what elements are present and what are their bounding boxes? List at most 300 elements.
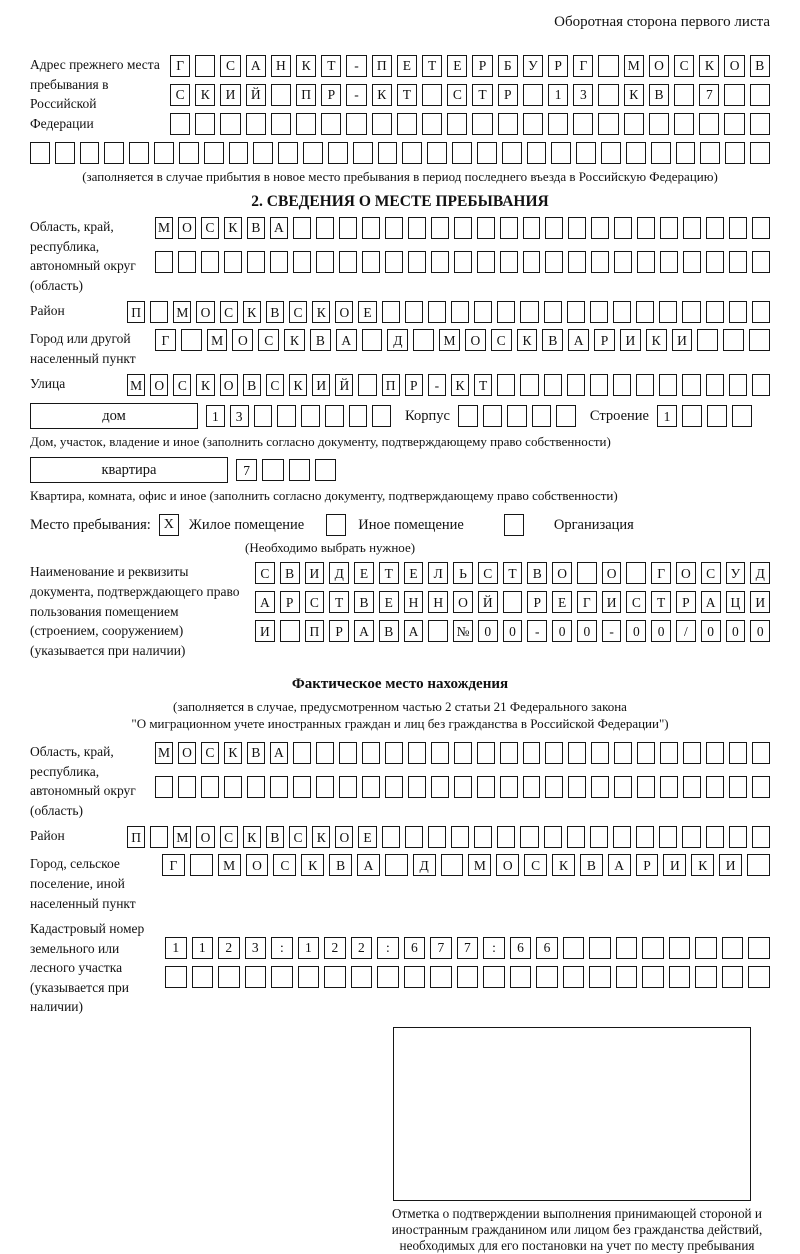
char-box[interactable]: А: [701, 591, 721, 613]
char-box[interactable]: [729, 301, 747, 323]
char-box[interactable]: Р: [594, 329, 615, 351]
char-box[interactable]: В: [247, 217, 265, 239]
char-box[interactable]: [204, 142, 224, 164]
char-box[interactable]: 3: [230, 405, 249, 427]
char-box[interactable]: О: [465, 329, 486, 351]
stroenie-cells[interactable]: [657, 405, 752, 427]
char-box[interactable]: [683, 251, 701, 273]
char-box[interactable]: [201, 251, 219, 273]
char-box[interactable]: [298, 966, 320, 988]
char-box[interactable]: Р: [321, 84, 341, 106]
char-box[interactable]: В: [280, 562, 300, 584]
char-box[interactable]: [729, 251, 747, 273]
char-box[interactable]: [614, 742, 632, 764]
char-box[interactable]: [500, 217, 518, 239]
char-box[interactable]: [724, 113, 744, 135]
char-box[interactable]: Г: [651, 562, 671, 584]
char-box[interactable]: [722, 937, 744, 959]
char-box[interactable]: [349, 405, 368, 427]
char-box[interactable]: Р: [329, 620, 349, 642]
char-box[interactable]: [497, 301, 515, 323]
char-box[interactable]: [270, 776, 288, 798]
char-box[interactable]: [224, 251, 242, 273]
char-box[interactable]: [201, 776, 219, 798]
char-box[interactable]: [351, 966, 373, 988]
char-box[interactable]: [271, 966, 293, 988]
char-box[interactable]: -: [346, 84, 366, 106]
kadastr-row-1[interactable]: [165, 937, 770, 959]
char-box[interactable]: Е: [447, 55, 467, 77]
char-box[interactable]: С: [491, 329, 512, 351]
char-box[interactable]: [427, 142, 447, 164]
char-box[interactable]: [271, 113, 291, 135]
char-box[interactable]: [358, 374, 376, 396]
fact-oblast-row-1[interactable]: [155, 742, 770, 764]
char-box[interactable]: [548, 113, 568, 135]
char-box[interactable]: [732, 405, 752, 427]
char-box[interactable]: [316, 776, 334, 798]
char-box[interactable]: [674, 113, 694, 135]
char-box[interactable]: Т: [472, 84, 492, 106]
char-box[interactable]: [402, 142, 422, 164]
char-box[interactable]: В: [649, 84, 669, 106]
char-box[interactable]: [598, 113, 618, 135]
char-box[interactable]: [498, 113, 518, 135]
char-box[interactable]: И: [312, 374, 330, 396]
char-box[interactable]: [500, 776, 518, 798]
char-box[interactable]: [280, 620, 300, 642]
char-box[interactable]: С: [701, 562, 721, 584]
char-box[interactable]: Н: [404, 591, 424, 613]
char-box[interactable]: С: [255, 562, 275, 584]
char-box[interactable]: [270, 251, 288, 273]
char-box[interactable]: С: [447, 84, 467, 106]
char-box[interactable]: [408, 742, 426, 764]
char-box[interactable]: [729, 826, 747, 848]
char-box[interactable]: [155, 251, 173, 273]
raion-row[interactable]: [127, 301, 770, 323]
char-box[interactable]: [682, 405, 702, 427]
document-row-3[interactable]: [255, 620, 770, 642]
char-box[interactable]: [636, 301, 654, 323]
char-box[interactable]: [725, 142, 745, 164]
char-box[interactable]: [724, 84, 744, 106]
char-box[interactable]: [339, 776, 357, 798]
char-box[interactable]: В: [247, 742, 265, 764]
char-box[interactable]: [477, 776, 495, 798]
char-box[interactable]: [362, 251, 380, 273]
char-box[interactable]: [404, 966, 426, 988]
char-box[interactable]: [676, 142, 696, 164]
char-box[interactable]: [477, 217, 495, 239]
char-box[interactable]: [659, 374, 677, 396]
char-box[interactable]: Е: [379, 591, 399, 613]
char-box[interactable]: К: [691, 854, 714, 876]
char-box[interactable]: [328, 142, 348, 164]
char-box[interactable]: Р: [676, 591, 696, 613]
char-box[interactable]: С: [289, 301, 307, 323]
char-box[interactable]: [591, 217, 609, 239]
char-box[interactable]: -: [428, 374, 446, 396]
char-box[interactable]: [613, 301, 631, 323]
char-box[interactable]: К: [451, 374, 469, 396]
char-box[interactable]: [567, 301, 585, 323]
char-box[interactable]: И: [750, 591, 770, 613]
char-box[interactable]: [253, 142, 273, 164]
char-box[interactable]: С: [173, 374, 191, 396]
char-box[interactable]: [729, 742, 747, 764]
char-box[interactable]: [624, 113, 644, 135]
char-box[interactable]: П: [127, 826, 145, 848]
char-box[interactable]: Р: [548, 55, 568, 77]
char-box[interactable]: [362, 329, 383, 351]
char-box[interactable]: [316, 742, 334, 764]
char-box[interactable]: [502, 142, 522, 164]
char-box[interactable]: [747, 854, 770, 876]
char-box[interactable]: В: [750, 55, 770, 77]
char-box[interactable]: [613, 826, 631, 848]
char-box[interactable]: О: [232, 329, 253, 351]
char-box[interactable]: [431, 217, 449, 239]
char-box[interactable]: О: [178, 742, 196, 764]
char-box[interactable]: К: [312, 826, 330, 848]
char-box[interactable]: [545, 742, 563, 764]
char-box[interactable]: [339, 217, 357, 239]
char-box[interactable]: О: [246, 854, 269, 876]
char-box[interactable]: [385, 742, 403, 764]
char-box[interactable]: О: [220, 374, 238, 396]
checkbox-zhiloe-pomeshchenie[interactable]: X: [159, 514, 179, 536]
char-box[interactable]: В: [243, 374, 261, 396]
char-box[interactable]: Т: [422, 55, 442, 77]
char-box[interactable]: -: [602, 620, 622, 642]
prev-address-row-4[interactable]: [30, 142, 770, 164]
char-box[interactable]: -: [527, 620, 547, 642]
char-box[interactable]: [651, 142, 671, 164]
char-box[interactable]: [405, 826, 423, 848]
char-box[interactable]: В: [266, 301, 284, 323]
char-box[interactable]: [523, 84, 543, 106]
char-box[interactable]: [669, 966, 691, 988]
char-box[interactable]: [431, 251, 449, 273]
char-box[interactable]: [408, 776, 426, 798]
document-row-2[interactable]: [255, 591, 770, 613]
char-box[interactable]: [590, 826, 608, 848]
char-box[interactable]: [695, 937, 717, 959]
checkbox-organizatsiya[interactable]: [504, 514, 524, 536]
char-box[interactable]: К: [517, 329, 538, 351]
char-box[interactable]: М: [127, 374, 145, 396]
dom-type-box[interactable]: дом: [30, 403, 198, 429]
char-box[interactable]: [532, 405, 552, 427]
char-box[interactable]: [278, 142, 298, 164]
char-box[interactable]: Г: [577, 591, 597, 613]
char-box[interactable]: [636, 826, 654, 848]
gorod-row[interactable]: [155, 329, 770, 351]
char-box[interactable]: В: [379, 620, 399, 642]
char-box[interactable]: [454, 742, 472, 764]
char-box[interactable]: [372, 113, 392, 135]
char-box[interactable]: Т: [397, 84, 417, 106]
char-box[interactable]: [220, 113, 240, 135]
char-box[interactable]: 0: [478, 620, 498, 642]
char-box[interactable]: [500, 742, 518, 764]
char-box[interactable]: [303, 142, 323, 164]
char-box[interactable]: [195, 55, 215, 77]
char-box[interactable]: [682, 826, 700, 848]
char-box[interactable]: [55, 142, 75, 164]
char-box[interactable]: С: [220, 55, 240, 77]
char-box[interactable]: О: [676, 562, 696, 584]
char-box[interactable]: [706, 217, 724, 239]
char-box[interactable]: [289, 459, 310, 481]
oblast-row-2[interactable]: [155, 251, 770, 273]
char-box[interactable]: [568, 742, 586, 764]
char-box[interactable]: М: [155, 742, 173, 764]
char-box[interactable]: Д: [413, 854, 436, 876]
char-box[interactable]: [563, 966, 585, 988]
char-box[interactable]: :: [271, 937, 293, 959]
char-box[interactable]: [601, 142, 621, 164]
char-box[interactable]: [296, 113, 316, 135]
char-box[interactable]: А: [270, 742, 288, 764]
char-box[interactable]: С: [258, 329, 279, 351]
fact-oblast-row-2[interactable]: [155, 776, 770, 798]
char-box[interactable]: [507, 405, 527, 427]
char-box[interactable]: Д: [329, 562, 349, 584]
char-box[interactable]: [397, 113, 417, 135]
char-box[interactable]: [277, 405, 296, 427]
char-box[interactable]: В: [527, 562, 547, 584]
char-box[interactable]: В: [542, 329, 563, 351]
char-box[interactable]: О: [196, 826, 214, 848]
char-box[interactable]: [614, 217, 632, 239]
char-box[interactable]: [293, 742, 311, 764]
char-box[interactable]: [695, 966, 717, 988]
char-box[interactable]: И: [663, 854, 686, 876]
char-box[interactable]: 6: [404, 937, 426, 959]
char-box[interactable]: [451, 301, 469, 323]
char-box[interactable]: [477, 742, 495, 764]
char-box[interactable]: М: [173, 301, 191, 323]
char-box[interactable]: П: [372, 55, 392, 77]
char-box[interactable]: [614, 251, 632, 273]
char-box[interactable]: [722, 966, 744, 988]
char-box[interactable]: Е: [354, 562, 374, 584]
char-box[interactable]: Т: [503, 562, 523, 584]
char-box[interactable]: [30, 142, 50, 164]
char-box[interactable]: :: [377, 937, 399, 959]
char-box[interactable]: [642, 966, 664, 988]
char-box[interactable]: П: [296, 84, 316, 106]
char-box[interactable]: [642, 937, 664, 959]
char-box[interactable]: 2: [218, 937, 240, 959]
char-box[interactable]: [179, 142, 199, 164]
char-box[interactable]: Й: [478, 591, 498, 613]
char-box[interactable]: Ь: [453, 562, 473, 584]
char-box[interactable]: [477, 251, 495, 273]
char-box[interactable]: П: [127, 301, 145, 323]
char-box[interactable]: [723, 329, 744, 351]
char-box[interactable]: Г: [573, 55, 593, 77]
char-box[interactable]: [362, 742, 380, 764]
char-box[interactable]: С: [266, 374, 284, 396]
char-box[interactable]: [247, 776, 265, 798]
char-box[interactable]: [523, 776, 541, 798]
char-box[interactable]: В: [580, 854, 603, 876]
char-box[interactable]: К: [224, 217, 242, 239]
char-box[interactable]: [637, 217, 655, 239]
char-box[interactable]: [683, 776, 701, 798]
kadastr-row-2[interactable]: [165, 966, 770, 988]
char-box[interactable]: [245, 966, 267, 988]
char-box[interactable]: У: [726, 562, 746, 584]
char-box[interactable]: О: [453, 591, 473, 613]
char-box[interactable]: С: [201, 742, 219, 764]
char-box[interactable]: Е: [358, 301, 376, 323]
char-box[interactable]: [616, 937, 638, 959]
char-box[interactable]: 7: [699, 84, 719, 106]
char-box[interactable]: 1: [657, 405, 677, 427]
char-box[interactable]: К: [372, 84, 392, 106]
char-box[interactable]: [706, 826, 724, 848]
char-box[interactable]: М: [173, 826, 191, 848]
char-box[interactable]: 7: [457, 937, 479, 959]
char-box[interactable]: [472, 113, 492, 135]
char-box[interactable]: С: [289, 826, 307, 848]
char-box[interactable]: [324, 966, 346, 988]
char-box[interactable]: [590, 374, 608, 396]
char-box[interactable]: И: [305, 562, 325, 584]
char-box[interactable]: Р: [280, 591, 300, 613]
char-box[interactable]: 6: [510, 937, 532, 959]
char-box[interactable]: [178, 251, 196, 273]
char-box[interactable]: [748, 937, 770, 959]
char-box[interactable]: О: [335, 301, 353, 323]
char-box[interactable]: О: [150, 374, 168, 396]
char-box[interactable]: Б: [498, 55, 518, 77]
char-box[interactable]: [474, 301, 492, 323]
char-box[interactable]: [598, 55, 618, 77]
char-box[interactable]: Ц: [726, 591, 746, 613]
char-box[interactable]: О: [552, 562, 572, 584]
char-box[interactable]: [659, 301, 677, 323]
char-box[interactable]: [254, 405, 273, 427]
char-box[interactable]: К: [243, 301, 261, 323]
char-box[interactable]: [385, 251, 403, 273]
char-box[interactable]: 0: [651, 620, 671, 642]
char-box[interactable]: [573, 113, 593, 135]
char-box[interactable]: В: [310, 329, 331, 351]
korpus-cells[interactable]: [458, 405, 576, 427]
char-box[interactable]: [616, 966, 638, 988]
char-box[interactable]: М: [624, 55, 644, 77]
char-box[interactable]: [246, 113, 266, 135]
char-box[interactable]: [377, 966, 399, 988]
char-box[interactable]: [457, 966, 479, 988]
char-box[interactable]: К: [301, 854, 324, 876]
char-box[interactable]: [752, 742, 770, 764]
char-box[interactable]: [626, 142, 646, 164]
char-box[interactable]: Д: [750, 562, 770, 584]
char-box[interactable]: [567, 374, 585, 396]
char-box[interactable]: 7: [236, 459, 257, 481]
char-box[interactable]: А: [354, 620, 374, 642]
char-box[interactable]: [659, 826, 677, 848]
char-box[interactable]: С: [626, 591, 646, 613]
char-box[interactable]: [699, 113, 719, 135]
char-box[interactable]: [544, 301, 562, 323]
char-box[interactable]: С: [220, 826, 238, 848]
char-box[interactable]: [293, 251, 311, 273]
char-box[interactable]: 0: [552, 620, 572, 642]
char-box[interactable]: О: [496, 854, 519, 876]
char-box[interactable]: [428, 620, 448, 642]
char-box[interactable]: [683, 217, 701, 239]
char-box[interactable]: [218, 966, 240, 988]
char-box[interactable]: 0: [577, 620, 597, 642]
char-box[interactable]: [589, 966, 611, 988]
char-box[interactable]: [545, 776, 563, 798]
char-box[interactable]: А: [255, 591, 275, 613]
char-box[interactable]: [104, 142, 124, 164]
char-box[interactable]: [195, 113, 215, 135]
char-box[interactable]: В: [266, 826, 284, 848]
char-box[interactable]: О: [196, 301, 214, 323]
char-box[interactable]: [551, 142, 571, 164]
char-box[interactable]: [497, 374, 515, 396]
char-box[interactable]: С: [201, 217, 219, 239]
char-box[interactable]: [229, 142, 249, 164]
char-box[interactable]: [224, 776, 242, 798]
char-box[interactable]: [316, 217, 334, 239]
char-box[interactable]: [577, 562, 597, 584]
char-box[interactable]: И: [672, 329, 693, 351]
char-box[interactable]: С: [170, 84, 190, 106]
char-box[interactable]: О: [602, 562, 622, 584]
char-box[interactable]: [316, 251, 334, 273]
char-box[interactable]: Т: [474, 374, 492, 396]
char-box[interactable]: Р: [527, 591, 547, 613]
char-box[interactable]: [660, 217, 678, 239]
char-box[interactable]: 1: [548, 84, 568, 106]
char-box[interactable]: [536, 966, 558, 988]
fact-gorod-row[interactable]: [162, 854, 770, 876]
char-box[interactable]: О: [724, 55, 744, 77]
char-box[interactable]: [339, 251, 357, 273]
char-box[interactable]: И: [719, 854, 742, 876]
char-box[interactable]: М: [155, 217, 173, 239]
char-box[interactable]: [454, 776, 472, 798]
char-box[interactable]: П: [305, 620, 325, 642]
char-box[interactable]: [563, 937, 585, 959]
char-box[interactable]: [568, 776, 586, 798]
char-box[interactable]: [382, 826, 400, 848]
char-box[interactable]: [454, 217, 472, 239]
char-box[interactable]: А: [270, 217, 288, 239]
char-box[interactable]: [706, 251, 724, 273]
char-box[interactable]: М: [218, 854, 241, 876]
char-box[interactable]: Т: [379, 562, 399, 584]
char-box[interactable]: [431, 776, 449, 798]
char-box[interactable]: 0: [750, 620, 770, 642]
char-box[interactable]: [510, 966, 532, 988]
char-box[interactable]: А: [246, 55, 266, 77]
char-box[interactable]: [339, 742, 357, 764]
char-box[interactable]: [523, 742, 541, 764]
char-box[interactable]: Н: [271, 55, 291, 77]
char-box[interactable]: [576, 142, 596, 164]
